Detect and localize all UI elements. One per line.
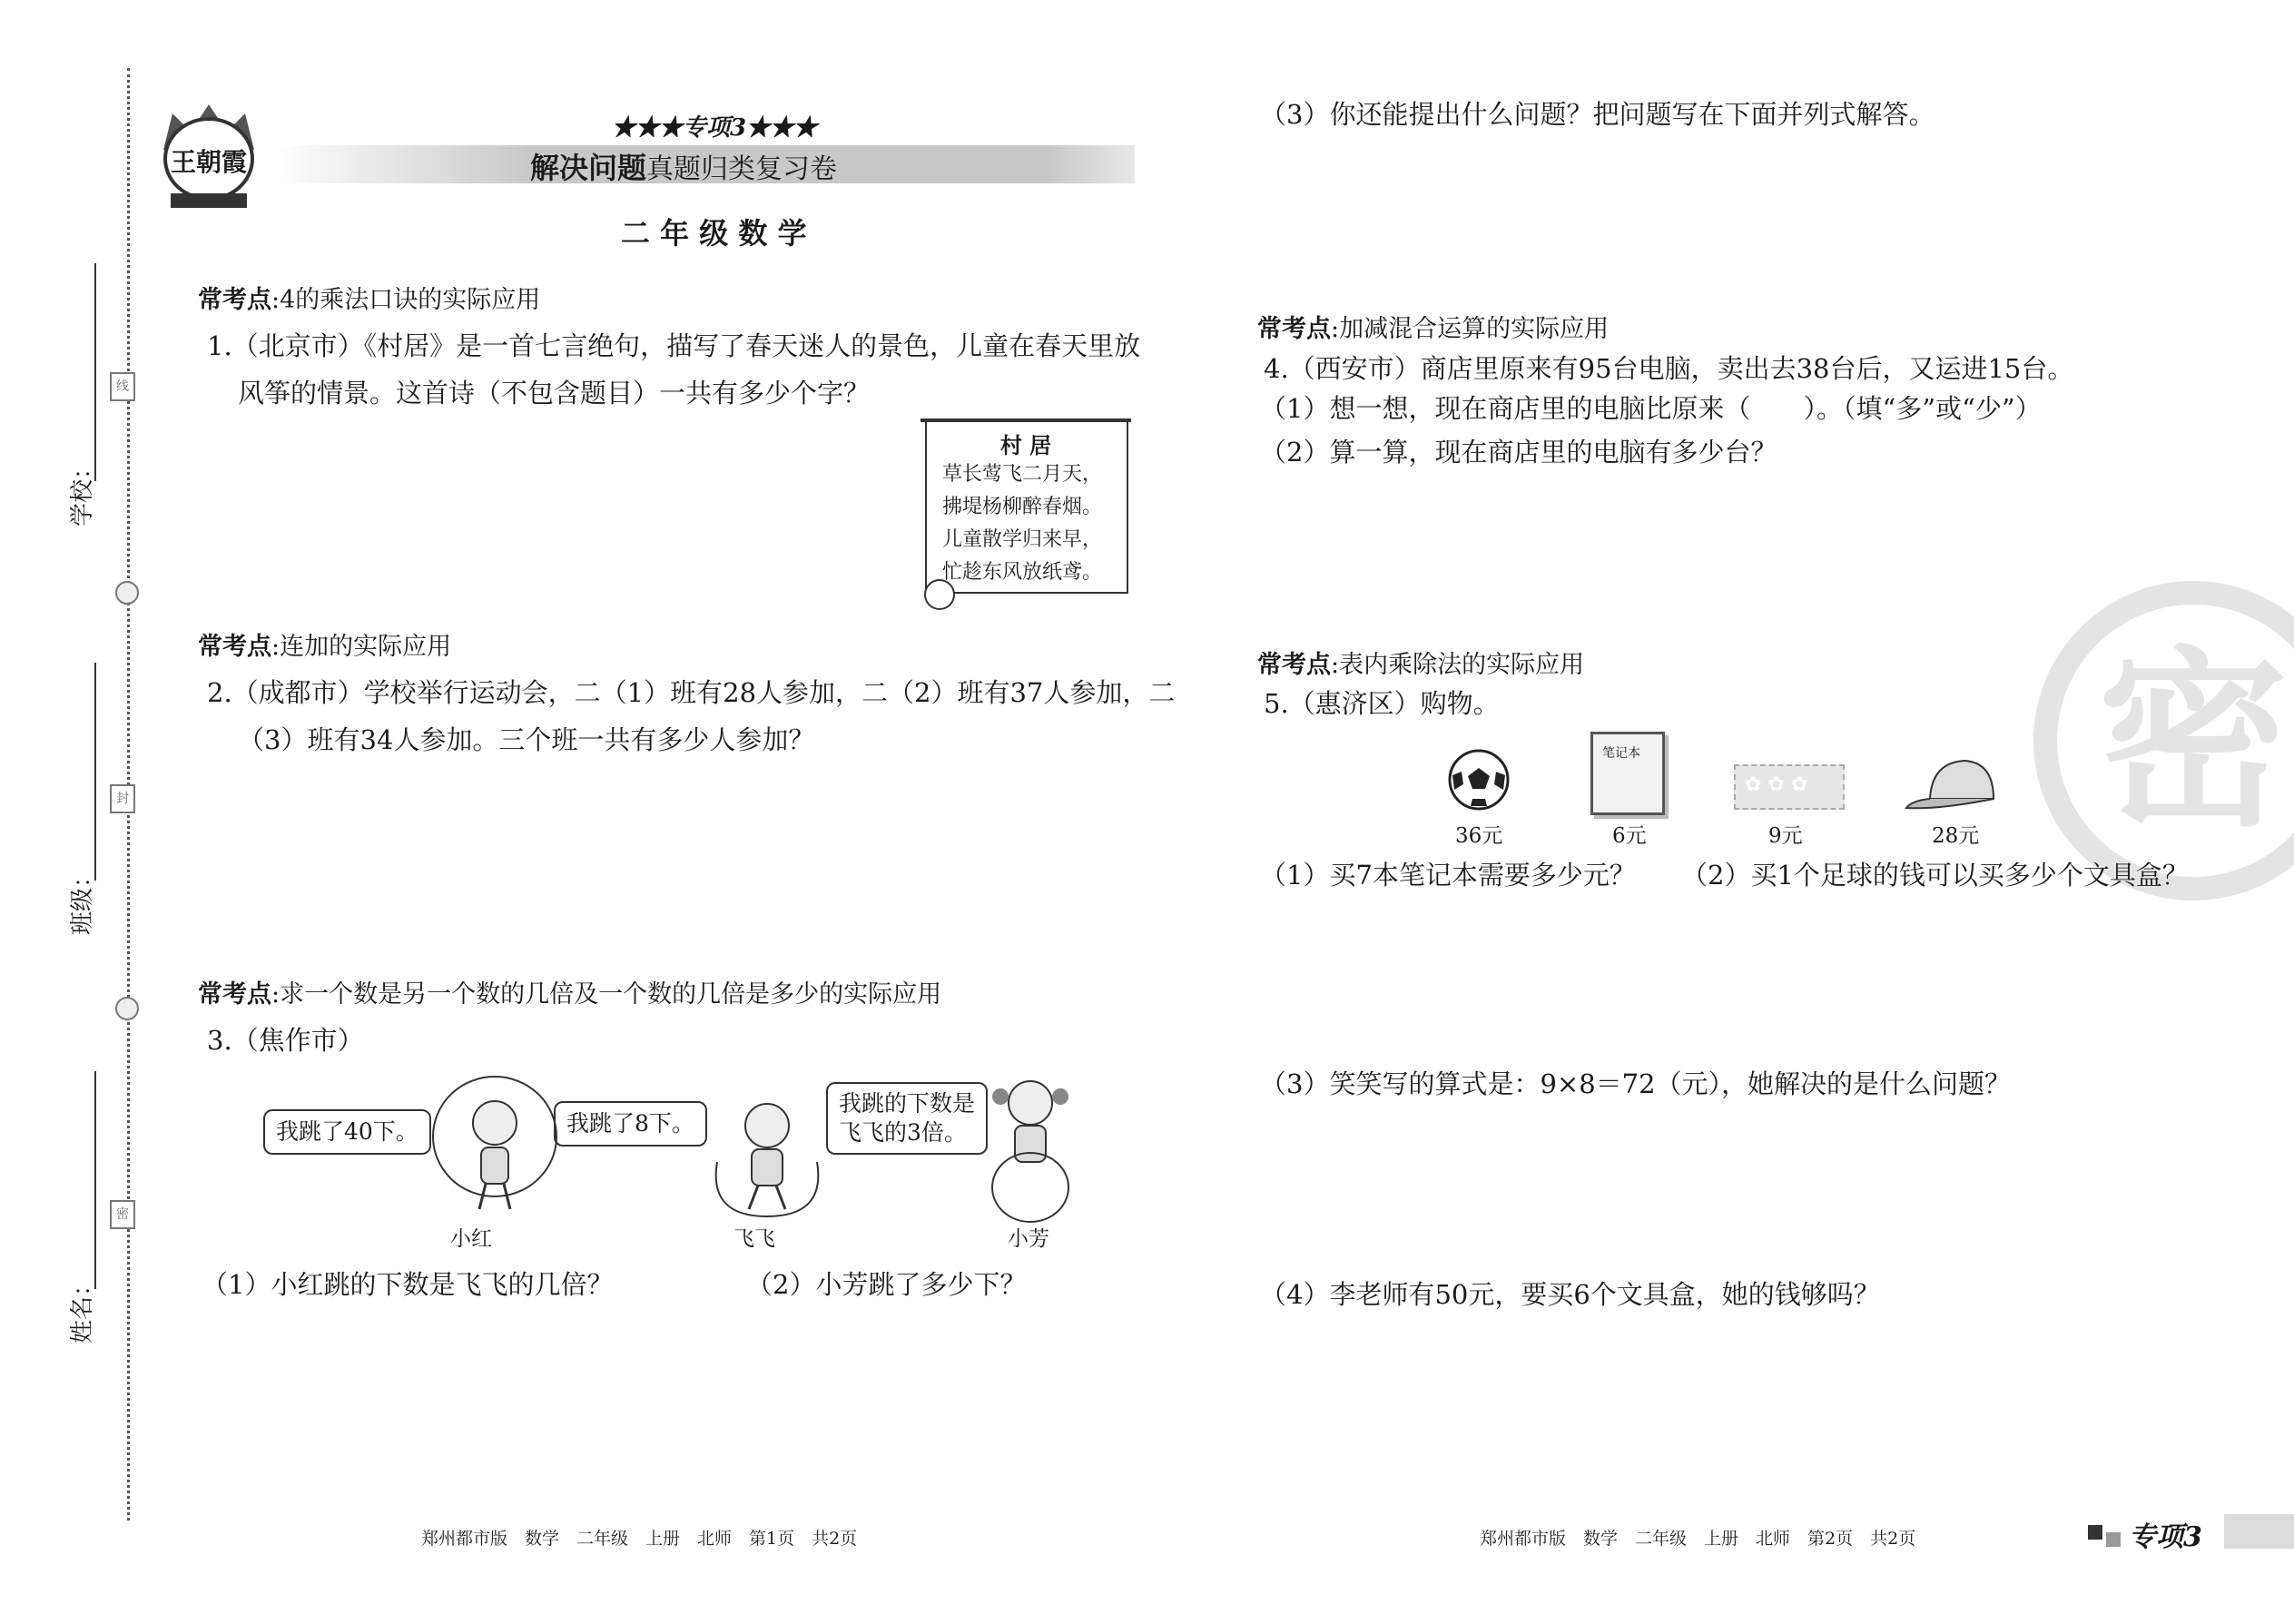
cut-mark-mi: 密 — [110, 1200, 135, 1229]
notebook-icon — [1590, 732, 1665, 815]
price-soccer-ball: 36元 — [1455, 824, 1503, 848]
question-2-line1: 2.（成都市）学校举行运动会，二（1）班有28人参加，二（2）班有37人参加，二 — [207, 677, 1176, 708]
name-xiaohong: 小红 — [450, 1227, 492, 1251]
price-pencil-box: 9元 — [1768, 824, 1803, 848]
key-point-4: 常考点:加减混合运算的实际应用 — [1257, 315, 1610, 343]
question-5-sub2: （2）买1个足球的钱可以买多少个文具盒？ — [1681, 860, 2189, 891]
school-label: 学校： — [69, 455, 96, 527]
section-tab-label: 专项3 — [2129, 1521, 2202, 1553]
class-fill-line[interactable] — [94, 663, 96, 881]
question-5-sub4: （4）李老师有50元，要买6个文具盒，她的钱够吗？ — [1260, 1279, 1880, 1310]
school-fill-line[interactable] — [94, 263, 96, 481]
soccer-ball-icon — [1447, 748, 1511, 812]
name-label: 姓名： — [69, 1272, 96, 1343]
key-point-5: 常考点:表内乘除法的实际应用 — [1257, 651, 1585, 679]
poem-line: 儿童散学归来早， — [942, 528, 1103, 551]
stamp-text: 密 — [2097, 628, 2289, 852]
binding-hole — [115, 997, 139, 1020]
section-tab-bar — [2224, 1514, 2294, 1549]
footer-page-2: 郑州都市版 数学 二年级 上册 北师 第2页 共2页 — [1480, 1529, 1916, 1549]
girl-jumping-rope-illustration — [418, 1073, 572, 1218]
poem-line: 草长莺飞二月天， — [942, 463, 1103, 486]
cut-mark-feng: 封 — [110, 784, 135, 813]
question-5-sub3: （3）笑笑写的算式是：9×8＝72（元），她解决的是什么问题？ — [1260, 1068, 2012, 1099]
notebook-cover-label: 笔记本 — [1602, 746, 1640, 761]
speech-bubble-xiaofang: 我跳的下数是 飞飞的3倍。 — [826, 1082, 988, 1155]
key-point-1: 常考点:4的乘法口诀的实际应用 — [198, 286, 541, 314]
question-1-line1: 1.（北京市）《村居》是一首七言绝句，描写了春天迷人的景色，儿童在春天里放 — [207, 330, 1141, 361]
binding-hole — [115, 581, 139, 605]
key-point-2: 常考点:连加的实际应用 — [198, 633, 452, 661]
question-4-sub2: （2）算一算，现在商店里的电脑有多少台？ — [1260, 437, 1777, 468]
girl-with-pigtails-illustration — [980, 1071, 1080, 1225]
name-feifei: 飞飞 — [733, 1227, 775, 1251]
question-1-line2: 风筝的情景。这首诗（不包含题目）一共有多少个字？ — [238, 378, 871, 408]
title-main: 解决问题 — [530, 151, 647, 185]
question-3-sub1: （1）小红跳的下数是飞飞的几倍？ — [202, 1269, 614, 1300]
speech-bubble-feifei: 我跳了8下。 — [554, 1101, 707, 1147]
name-fill-line[interactable] — [94, 1071, 96, 1289]
key-point-3: 常考点:求一个数是另一个数的几倍及一个数的几倍是多少的实际应用 — [198, 980, 942, 1009]
paper-subtitle: 二 年 级 数 学 — [621, 216, 807, 251]
price-notebook: 6元 — [1612, 824, 1647, 848]
poem-line: 拂堤杨柳醉春烟。 — [942, 496, 1103, 518]
cut-mark-xian: 线 — [110, 372, 135, 401]
poem-line: 忙趁东风放纸鸢。 — [942, 561, 1103, 584]
question-4-sub1: （1）想一想，现在商店里的电脑比原来（ ）。（填“多”或“少”） — [1260, 393, 2042, 424]
tab-deco-square — [2106, 1532, 2121, 1547]
brand-logo — [154, 95, 263, 213]
paper-title — [530, 145, 837, 187]
poem-title: 村 居 — [999, 432, 1052, 458]
pencil-box-icon: ✿ ✿ ✿ — [1734, 764, 1845, 810]
poem-body — [942, 458, 1102, 589]
poem-scroll — [917, 413, 1135, 615]
class-label: 班级： — [69, 863, 96, 935]
title-rest: 真题归类复习卷 — [646, 153, 838, 185]
topic-label: ★★★专项3★★★ — [612, 114, 818, 142]
name-xiaofang: 小芳 — [1008, 1227, 1049, 1251]
boy-jumping-rope-illustration — [699, 1089, 835, 1225]
question-5-sub1: （1）买7本笔记本需要多少元？ — [1260, 860, 1636, 891]
question-5-head: 5.（惠济区）购物。 — [1264, 688, 1500, 719]
logo-text: 王朝霞 — [170, 147, 247, 177]
speech-bubble-xiaohong: 我跳了40下。 — [263, 1109, 431, 1155]
footer-page-1: 郑州都市版 数学 二年级 上册 北师 第1页 共2页 — [421, 1529, 858, 1549]
question-3-sub3: （3）你还能提出什么问题？把问题写在下面并列式解答。 — [1260, 99, 1935, 130]
cap-icon — [1903, 755, 2003, 813]
question-3-head: 3.（焦作市） — [207, 1025, 364, 1056]
question-4-head: 4.（西安市）商店里原来有95台电脑，卖出去38台后，又运进15台。 — [1264, 353, 2074, 384]
price-cap: 28元 — [1932, 824, 1980, 848]
question-3-sub2: （2）小芳跳了多少下？ — [746, 1269, 1027, 1300]
tab-deco-square — [2088, 1525, 2102, 1540]
question-2-line2: （3）班有34人参加。三个班一共有多少人参加？ — [238, 724, 815, 755]
